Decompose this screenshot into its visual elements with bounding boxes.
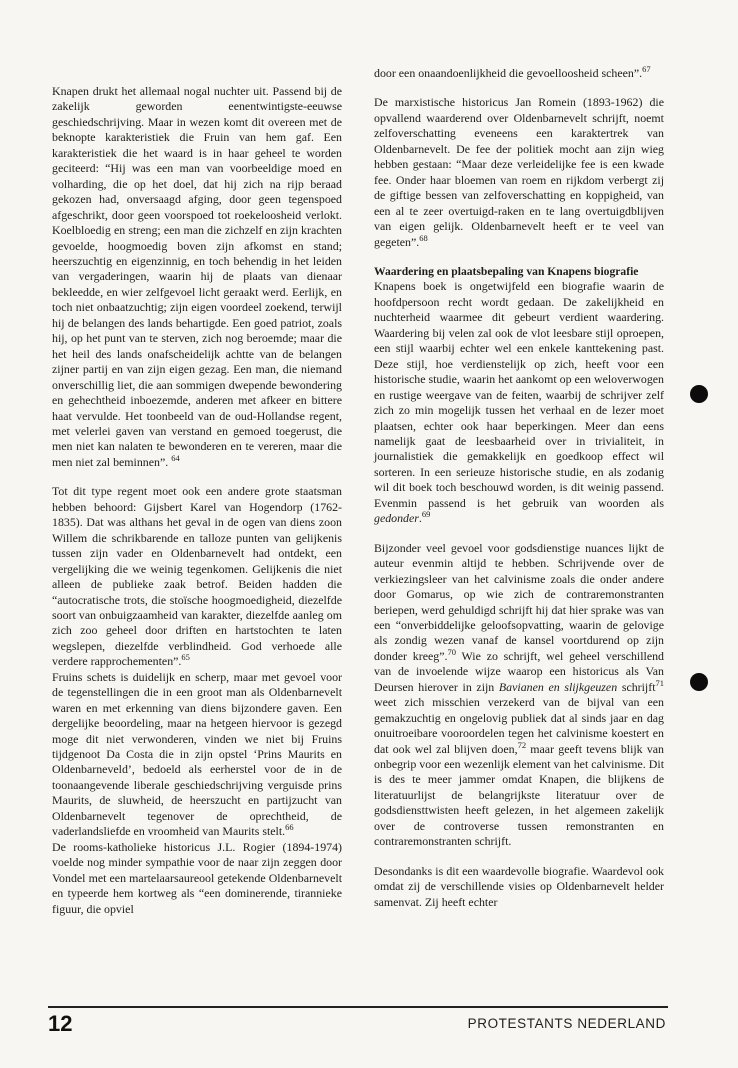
footnote-ref: 66 [285,822,294,833]
punch-hole-mark [690,385,708,403]
magazine-title: PROTESTANTS NEDERLAND [467,1016,666,1031]
paragraph-appreciation: Knapens boek is ongetwijfeld een biografie waarin de hoofdpersoon recht wordt gedaan. De zakelijkheid en nuchterheid waarmee dit gebeurt verdient waardering. Waardering bij velen zal ook de vlot leesbare stijl oproepen, een stijl waarbij echter wel een enkele kanttekening past. Deze stijl, hoe verdienstelijk op zich, heeft voor een historische studie, waarin het aankomt op een weloverwogen en rustige weergave van de feiten, waarbij de schrijver zelf zich zo min mogelijk tussen het verhaal en de lezer moet plaatsen, echter ook haar beperkingen. Meer dan eens namelijk gaat de leesbaarheid over in trivialiteit, in journalistiek die gemakkelijk en goedkoop effect wil sorteren. In een serieuze historische studie, en als zodanig wil dit boek toch beschouwd worden, is dit weinig passend. Evenmin passend is het gebruik van woorden als gedonder.$^{69}$ [374,279,664,526]
footer-divider [48,1006,668,1008]
paragraph-romein: De marxistische historicus Jan Romein (1893-1962) die opvallend waarderend over Oldenbarnevelt schrijft, noemt zelfoverschatting eveneens een karaktertrek van Oldenbarnevelt. De fee der politiek mocht aan zijn wieg hebben gestaan: “Maar deze verleidelijke fee is een kwade fee. Onder haar bloemen van roem en rijkdom verbergt zij de giftige bessen van zelfoverschatting en koppigheid, van een al te zeer overtuigd-raken en te lang overtuigdblijven van eigen gelijk. Oldenbarnevelt heeft er te veel van gegeten”.$^{68}$ [374,95,664,249]
page-number: 12 [48,1011,73,1036]
footnote-ref: 69 [421,509,431,520]
paragraph-hogendorp: Tot dit type regent moet ook een andere grote staatsman hebben behoord: Gijsbert Karel van Hogendorp (1762-1835). Dat was althans het geval in de ogen van diens zoon Willem die schrikbarende en talloze punten van gelijkenis tussen zijn vader en Oldenbarnevelt had ontdekt, een vergelijking die we weinig tegenkomen. Gelijkenis die niet alleen de publieke zaak betrof. Beiden hadden die “autocratische trots, die stoïsche hoogmoedigheid, diezelfde soort van onbuigzaamheid van karakter, diezelfde aanleg om zich zoo geheel door driften en hartstochten te laten wegslepen, diezelfde verblindheid. God verhoede alle verdere rapprochementen”.$^{65}$ [52,484,342,669]
paragraph-calvinism: Bijzonder veel gevoel voor godsdienstige nuances lijkt de auteur evenmin altijd te hebben. Schrijvende over de verkiezingsleer van het calvinisme zoals die onder andere door Gomarus, op wie zich de contraremonstranten beriepen, werd gehuldigd schrijft hij dat hier sprake was van een “onverbiddelijke geloofsopvatting, waarin de gelovige als zondig wezen vanaf de kansel voortdurend op zijn donder kreeg”.$^{70}$ Wie zo schrijft, wel geheel verschillend van de invoelende wijze waarop een historicus als Van Deursen hierover in zijn Bavianen en slijkgeuzen schrijft$^{71}$ weet zich misschien verzekerd van de bijval van een gemakzuchtig en ongelovig publiek dat al sinds jaar en dag onuitroeibare vooroordelen tegen het calvinisme koestert en dat ook wel zal blijven doen,$^{72}$ maar geeft tevens blijk van onbegrip voor een wezenlijk element van het calvinisme. Dit is des te meer jammer omdat Knapen, die blijkens de literatuurlijst de belangrijkste literatuur over de godsdiensttwisten heeft gelezen, in het algemeen zakelijk over de controverse tussen remonstranten en contraremonstranten schrijft. [374,540,664,849]
footnote-ref: 64 [171,452,180,463]
footnote-ref: 67 [642,64,651,74]
paragraph-rogier-continued: door een onaandoenlijkheid die gevoelloosheid scheen”.$^{67}$ [374,64,651,80]
paragraph-da-costa: Fruins schets is duidelijk en scherp, maar met gevoel voor de tegenstellingen die in een groot man als Oldenbarnevelt waren en met erkenning van diens bijzondere gaven. Een dergelijke beoordeling, maar na hetgeen hiervoor is gezegd moge dit niet verwonderen, vinden we niet bij Fruins tijdgenoot Da Costa die in zijn opstel ‘Prins Maurits en Oldenbarneveld’, bedoeld als eerherstel voor de in de toonaangevende liberale geschiedschrijving verguisde prins Maurits, de sluwheid, de heerszucht en partijzucht van Oldenbarnevelt tegenover de oprechtheid, de vaderlandsliefde en vroomheid van Maurits stelt.$^{66}$ [52,669,342,839]
footnote-ref: 71 [655,677,664,688]
footnote-ref: 72 [517,739,527,750]
right-column [374,66,664,910]
section-heading: Waardering en plaatsbepaling van Knapens biografie [374,264,639,278]
paragraph-conclusion: Desondanks is dit een waardevolle biografie. Waardevol ook omdat zij de verschillende visies op Oldenbarnevelt helder samenvat. Zij heeft echter [374,863,664,909]
footnote-ref: 70 [447,646,456,657]
footnote-ref: 68 [419,232,428,243]
left-column [52,84,342,917]
paragraph-fruin-quote: Knapen drukt het allemaal nogal nuchter uit. Passend bij de zakelijk geworden eenentwintigste-eeuwse geschiedschrijving. Maar in wezen komt dit overeen met de beknopte karakteristiek die Fruin van hem gaf. Een karakteristiek die het waard is in haar geheel te worden geciteerd: “Hij was een man van voorbeeldige moed en volharding, die op het doel, dat hij zich na rijp beraad gekozen had, onversaagd afging, door geen tegenspoed afgeschrikt, door geen voorspoed tot roekeloosheid verlokt. Koelbloedig en streng; een man die zichzelf en zijn krachten gevoelde, hoogmoedig boven zijn afkomst en stand; heerszuchtig en eigenzinnig, en toch behendig in het leiden van vergaderingen, waarin hij de plaats van dienaar bekleedde, en wier zelfgevoel licht geraakt werd. Eerlijk, en toch niet onbaatzuchtig; zijn eigen voordeel zoekend, terwijl hij de belangen des lands behartigde. Een goed patriot, zoals hij, op het punt van te sterven, zich nog beroemde; maar die het heil des lands onafscheidelijk achtte van de belangen zijner partij en van zijn eigen gezag. Een man, die niemand onverschillig liet, die aan sommigen dwepende bewondering en gehechtheid inboezemde, anderen met afkeer en bittere haat vervulde. Het toonbeeld van de oud-Hollandse regent, met velerlei gaven van verstand en gemoed toegerust, die men niet kan nalaten te bewonderen en te vereren, maar die men niet zal beminnen”. $^{64}$ [52,84,342,469]
punch-hole-mark [690,673,708,691]
paragraph-rogier: De rooms-katholieke historicus J.L. Rogier (1894-1974) voelde nog minder sympathie voor de naar zijn zeggen door Vondel met een martelaarsaureool getekende Oldenbarnevelt en typeerde hem kortweg als “een dominerende, tirannieke figuur, die opviel [52,839,342,916]
footnote-ref: 65 [181,652,190,663]
